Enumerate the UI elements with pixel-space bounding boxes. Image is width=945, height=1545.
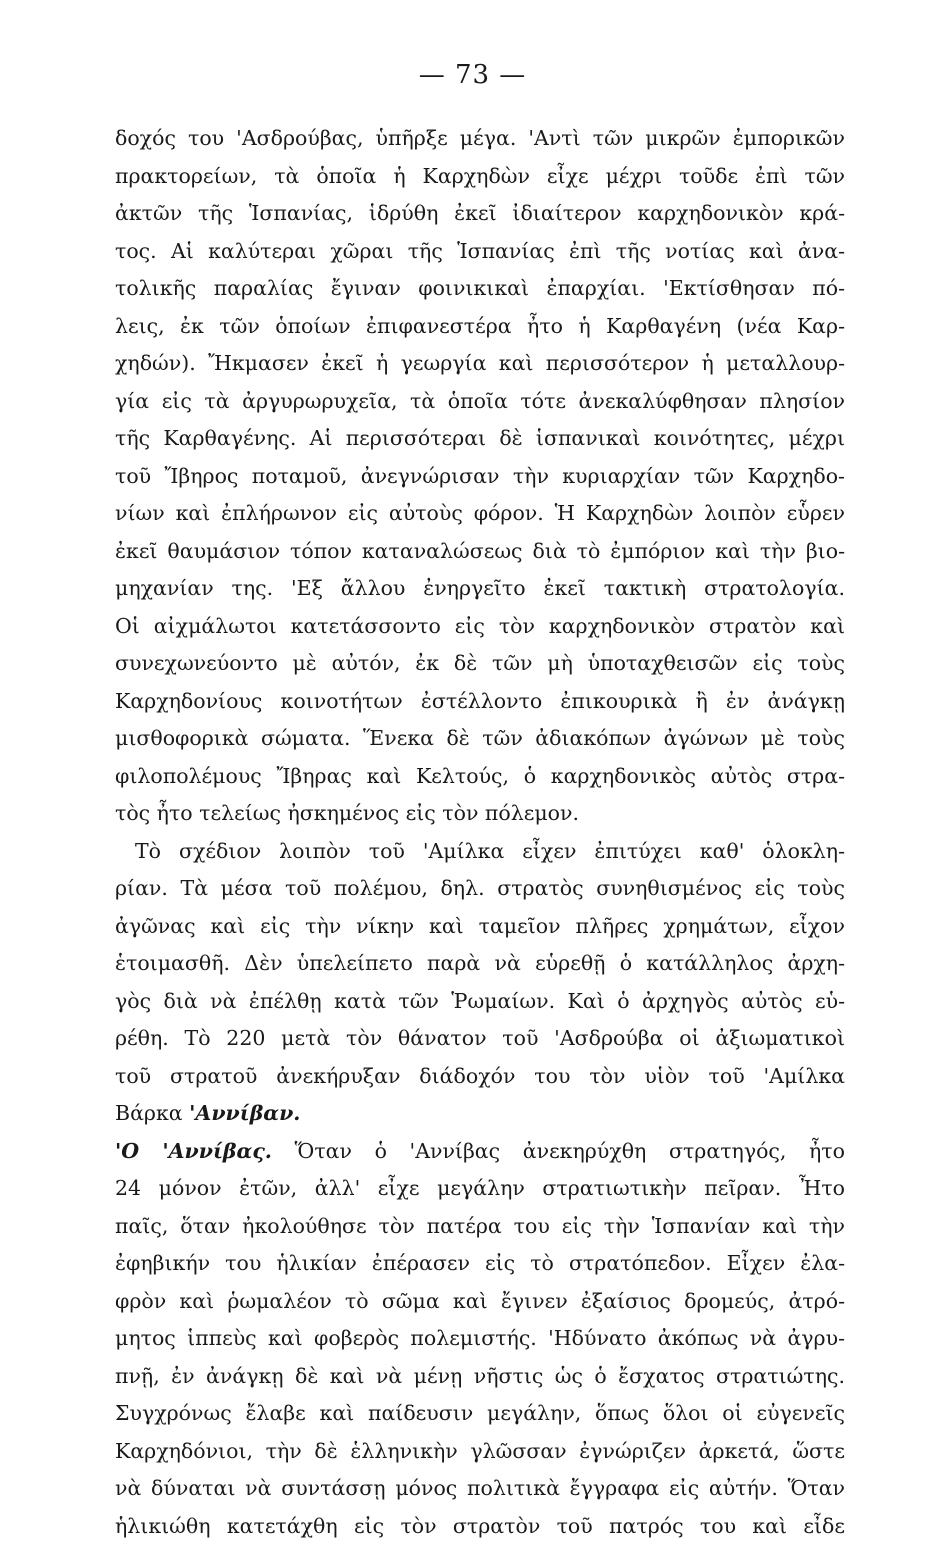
line-text: φρὸν καὶ ῥωμαλέον τὸ σῶμα καὶ ἔγινεν ἐξαίσιος δρομεύς, ἀτρό- [115, 1289, 845, 1313]
line-text: Ὅταν ὁ 'Αννίβας ἀνεκηρύχθη στρατηγός, ἦτο [272, 1139, 845, 1163]
line-text: ἐφηβικήν του ἡλικίαν ἐπέρασεν εἰς τὸ στρατόπεδον. Εἶχεν ἐλα- [115, 1251, 845, 1275]
text-line [115, 1133, 845, 1171]
text-line [115, 1433, 845, 1471]
line-text: Οἱ αἰχμάλωτοι κατετάσσοντο εἰς τὸν καρχηδονικὸν στρατὸν καὶ [115, 614, 845, 638]
line-text: Τὸ σχέδιον λοιπὸν τοῦ 'Αμίλκα εἶχεν ἐπιτύχει καθ' ὁλοκλη- [135, 839, 845, 863]
body-text [115, 120, 845, 1545]
text-line [115, 608, 845, 646]
text-line [115, 645, 845, 683]
text-line [115, 383, 845, 421]
section-heading: 'Ο 'Αννίβας. [115, 1139, 272, 1163]
line-text: μισθοφορικὰ σώματα. Ἕνεκα δὲ τῶν ἀδιακόπων ἀγώνων μὲ τοὺς [115, 726, 845, 750]
line-text: Βάρκα [115, 1101, 189, 1125]
line-text: πρακτορείων, τὰ ὁποῖα ἡ Καρχηδὼν εἶχε μέχρι τοῦδε ἐπὶ τῶν [115, 164, 845, 188]
line-text: ἑτοιμασθῆ. Δὲν ὑπελείπετο παρὰ νὰ εὑρεθῇ ὁ κατάλληλος ἀρχη- [115, 951, 845, 975]
line-text: Συγχρόνως ἔλαβε καὶ παίδευσιν μεγάλην, ὅπως ὅλοι οἱ εὐγενεῖς [115, 1401, 845, 1425]
text-line [115, 1283, 845, 1321]
line-text: χηδών). Ἤκμασεν ἐκεῖ ἡ γεωργία καὶ περισσότερον ἡ μεταλλουρ- [115, 351, 845, 375]
line-text: γὸς διὰ νὰ ἐπέλθῃ κατὰ τῶν Ῥωμαίων. Καὶ ὁ ἀρχηγὸς αὐτὸς εὑ- [115, 989, 845, 1013]
line-text: ἀγῶνας καὶ εἰς τὴν νίκην καὶ ταμεῖον πλῆρες χρημάτων, εἶχον [115, 914, 845, 938]
line-text: μητος ἱππεὺς καὶ φοβερὸς πολεμιστής. 'Ηδύνατο ἀκόπως νὰ ἀγρυ- [115, 1326, 845, 1350]
text-line [115, 983, 845, 1021]
line-text: 24 μόνον ἐτῶν, ἀλλ' εἶχε μεγάλην στρατιωτικὴν πεῖραν. Ἦτο [115, 1176, 845, 1200]
text-line [115, 345, 845, 383]
text-line [115, 908, 845, 946]
line-text: Καρχηδονίους κοινοτήτων ἐστέλλοντο ἐπικουρικὰ ἢ ἐν ἀνάγκῃ [115, 689, 845, 713]
line-text: νὰ δύναται νὰ συντάσσῃ μόνος πολιτικὰ ἔγγραφα εἰς αὐτήν. Ὅταν [115, 1476, 845, 1500]
line-text: τολικῆς παραλίας ἔγιναν φοινικικαὶ ἐπαρχίαι. 'Εκτίσθησαν πό- [115, 276, 845, 300]
line-text: τος. Αἱ καλύτεραι χῶραι τῆς Ἱσπανίας ἐπὶ τῆς νοτίας καὶ ἀνα- [115, 239, 845, 263]
text-line [115, 158, 845, 196]
line-text: Καρχηδόνιοι, τὴν δὲ ἑλληνικὴν γλῶσσαν ἐγνώριζεν ἀρκετά, ὥστε [115, 1439, 845, 1463]
line-text: ἡλικιώθη κατετάχθη εἰς τὸν στρατὸν τοῦ πατρός του καὶ εἶδε [115, 1514, 845, 1538]
text-line [115, 1208, 845, 1246]
line-text: φιλοπολέμους Ἴβηρας καὶ Κελτούς, ὁ καρχηδονικὸς αὐτὸς στρα- [115, 764, 845, 788]
line-text: δοχός του 'Ασδρούβας, ὑπῆρξε μέγα. 'Αντὶ τῶν μικρῶν ἐμπορικῶν [115, 126, 845, 150]
line-text: ρίαν. Τὰ μέσα τοῦ πολέμου, δηλ. στρατὸς συνηθισμένος εἰς τοὺς [115, 876, 845, 900]
text-line [115, 720, 845, 758]
line-text: γία εἰς τὰ ἀργυρωρυχεῖα, τὰ ὁποῖα τότε ἀνεκαλύφθησαν πλησίον [115, 389, 845, 413]
line-text: νίων καὶ ἐπλήρωνον εἰς αὐτοὺς φόρον. Ἡ Καρχηδὼν λοιπὸν εὗρεν [115, 501, 845, 525]
page-number: — 73 — [0, 60, 945, 90]
line-text: παῖς, ὅταν ἠκολούθησε τὸν πατέρα του εἰς τὴν Ἱσπανίαν καὶ τὴν [115, 1214, 845, 1238]
line-text: λεις, ἐκ τῶν ὁποίων ἐπιφανεστέρα ἦτο ἡ Καρθαγένη (νέα Καρ- [115, 314, 845, 338]
text-line [115, 1170, 845, 1208]
text-line [115, 270, 845, 308]
text-line [115, 795, 845, 833]
line-text: πνῇ, ἐν ἀνάγκῃ δὲ καὶ νὰ μένῃ νῆστις ὡς ὁ ἔσχατος στρατιώτης. [115, 1364, 845, 1388]
text-line [115, 120, 845, 158]
text-line [115, 1020, 845, 1058]
text-line [115, 1095, 845, 1133]
text-line [115, 495, 845, 533]
line-text: συνεχωνεύοντο μὲ αὐτόν, ἐκ δὲ τῶν μὴ ὑποταχθεισῶν εἰς τοὺς [115, 651, 845, 675]
text-line [115, 1508, 845, 1545]
text-line [115, 1358, 845, 1396]
text-line [115, 1470, 845, 1508]
text-line [115, 758, 845, 796]
text-line [115, 420, 845, 458]
line-text: ἀκτῶν τῆς Ἱσπανίας, ἱδρύθη ἐκεῖ ἰδιαίτερον καρχηδονικὸν κρά- [115, 201, 845, 225]
text-line [115, 683, 845, 721]
line-text: τῆς Καρθαγένης. Αἱ περισσότεραι δὲ ἱσπανικαὶ κοινότητες, μέχρι [115, 426, 845, 450]
line-text: τοῦ στρατοῦ ἀνεκήρυξαν διάδοχόν του τὸν υἱὸν τοῦ 'Αμίλκα [115, 1064, 845, 1088]
text-line [115, 195, 845, 233]
text-line [115, 1058, 845, 1096]
text-line [115, 533, 845, 571]
line-text: μηχανίαν της. 'Εξ ἄλλου ἐνηργεῖτο ἐκεῖ τακτικὴ στρατολογία. [115, 576, 845, 600]
emphasized-name: 'Αννίβαν. [189, 1101, 300, 1125]
text-line [115, 870, 845, 908]
text-line [115, 570, 845, 608]
line-text: τοῦ Ἴβηρος ποταμοῦ, ἀνεγνώρισαν τὴν κυριαρχίαν τῶν Καρχηδο- [115, 464, 845, 488]
text-line [115, 458, 845, 496]
line-text: ρέθη. Τὸ 220 μετὰ τὸν θάνατον τοῦ 'Ασδρούβα οἱ ἀξιωματικοὶ [115, 1026, 845, 1050]
line-text: ἐκεῖ θαυμάσιον τόπον καταναλώσεως διὰ τὸ ἐμπόριον καὶ τὴν βιο- [115, 539, 845, 563]
text-line [115, 833, 845, 871]
text-line [115, 308, 845, 346]
text-line [115, 1245, 845, 1283]
text-line [115, 1395, 845, 1433]
line-text: τὸς ἦτο τελείως ἠσκημένος εἰς τὸν πόλεμον. [115, 801, 579, 825]
text-line [115, 945, 845, 983]
text-line [115, 1320, 845, 1358]
text-line [115, 233, 845, 271]
